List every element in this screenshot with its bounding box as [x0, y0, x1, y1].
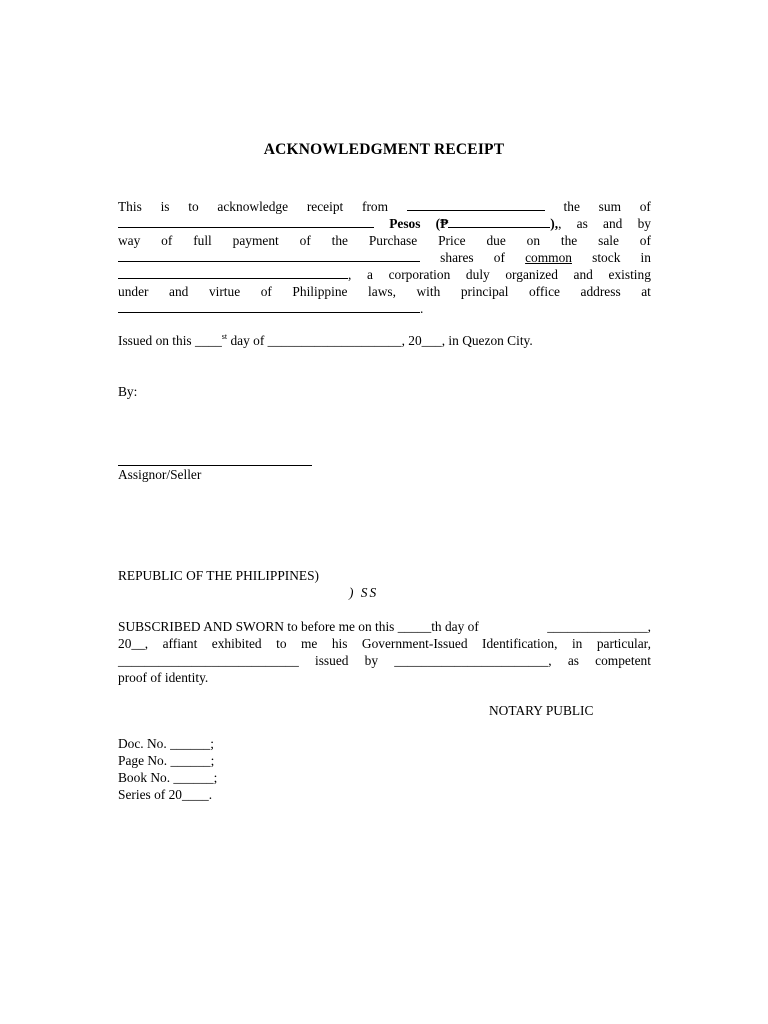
body-line-3	[118, 232, 651, 249]
sworn-line-3	[118, 652, 651, 669]
peso-sign: (₱	[435, 216, 449, 231]
word: and	[603, 216, 623, 231]
word: me	[300, 636, 318, 651]
word: in	[640, 250, 651, 265]
issued-line	[118, 332, 533, 349]
page-no: Page No. ______;	[118, 753, 215, 768]
word: payment	[232, 233, 279, 248]
word: and	[169, 284, 189, 299]
word: sum	[598, 199, 621, 214]
word: shares	[440, 250, 474, 265]
body-line-2	[118, 215, 651, 232]
word: of	[639, 233, 651, 248]
body-line-7	[118, 300, 423, 317]
book-no: Book No. ______;	[118, 770, 218, 785]
comma: ,	[348, 267, 352, 282]
word: Government-Issued	[361, 636, 468, 651]
signatory-caption: Assignor/Seller	[118, 467, 202, 482]
pesos-label: Pesos	[389, 216, 421, 231]
word: with	[416, 284, 441, 299]
amount-words-blank[interactable]	[118, 215, 374, 228]
series-of: Series of 20____.	[118, 787, 213, 802]
sworn-line-4: proof of identity.	[118, 670, 209, 685]
word: the	[331, 233, 348, 248]
word: as	[576, 216, 588, 231]
word: receipt	[306, 199, 344, 214]
word: at	[641, 284, 651, 299]
word: from	[362, 199, 389, 214]
word: principal	[460, 284, 509, 299]
ordinal-suffix: st	[221, 332, 228, 341]
issuer-blank: _______________________,	[394, 653, 552, 668]
word: is	[160, 199, 170, 214]
sworn-line-2	[118, 635, 651, 652]
word: competent	[595, 653, 651, 668]
word: as	[567, 653, 579, 668]
word: his	[331, 636, 348, 651]
id-type-blank: ___________________________	[118, 653, 299, 668]
corporation-name-blank[interactable]	[118, 266, 348, 279]
word: Philippine	[292, 284, 348, 299]
common-stock-underlined: common	[525, 250, 572, 265]
sworn-line-1	[118, 618, 651, 635]
doc-no: Doc. No. ______;	[118, 736, 214, 751]
word: of	[299, 233, 311, 248]
word: duly	[465, 267, 490, 282]
paren-close: ),	[550, 216, 559, 231]
word: Identification,	[482, 636, 558, 651]
word: on	[526, 233, 541, 248]
word: particular,	[596, 636, 651, 651]
period: .	[420, 301, 424, 316]
word: in	[571, 636, 583, 651]
word: due	[486, 233, 506, 248]
word: exhibited	[211, 636, 262, 651]
word: affiant	[162, 636, 198, 651]
word: 20__,	[118, 636, 149, 651]
payer-name-blank[interactable]	[407, 198, 545, 211]
document-title: ACKNOWLEDGMENT RECEIPT	[263, 141, 505, 158]
by-label: By:	[118, 384, 138, 399]
word: to	[188, 199, 199, 214]
word: This	[118, 199, 142, 214]
word: existing	[608, 267, 651, 282]
word: a	[366, 267, 373, 282]
word: the	[560, 233, 578, 248]
issued-text-end: day of ____________________, 20___, in Quezon City.	[227, 333, 533, 348]
word: by	[364, 653, 379, 668]
word: virtue	[208, 284, 241, 299]
word: acknowledge	[217, 199, 289, 214]
word: of	[639, 199, 651, 214]
notary-caption: NOTARY PUBLIC	[489, 703, 594, 718]
word: to	[276, 636, 287, 651]
word: of	[260, 284, 272, 299]
word: office	[528, 284, 560, 299]
word: of	[161, 233, 173, 248]
word: sale	[598, 233, 619, 248]
body-line-5	[118, 266, 651, 283]
word: Price	[438, 233, 466, 248]
word: address	[580, 284, 621, 299]
word: under	[118, 284, 149, 299]
word: corporation	[388, 267, 451, 282]
comma: ,	[558, 216, 562, 231]
word: laws,	[368, 284, 396, 299]
body-line-6	[118, 283, 651, 300]
word: of	[493, 250, 505, 265]
issued-text-start: Issued on this ____	[118, 333, 222, 348]
office-address-blank[interactable]	[118, 300, 420, 313]
word: full	[193, 233, 212, 248]
body-line-4	[118, 249, 651, 266]
word: the	[563, 199, 580, 214]
ss-marker: ) SS	[349, 585, 379, 600]
sworn-text: SUBSCRIBED AND SWORN to before me on this _____th day of	[118, 619, 479, 634]
word: organized	[505, 267, 558, 282]
body-line-1	[118, 198, 651, 215]
republic-heading: REPUBLIC OF THE PHILIPPINES)	[118, 568, 320, 583]
word: issued	[314, 653, 349, 668]
word: way	[118, 233, 141, 248]
number-of-shares-blank[interactable]	[118, 249, 420, 262]
date-blank: _______________,	[547, 619, 651, 634]
amount-figures-blank[interactable]	[448, 215, 550, 228]
word: stock	[592, 250, 621, 265]
word: by	[637, 216, 651, 231]
word: and	[573, 267, 593, 282]
word: Purchase	[368, 233, 418, 248]
